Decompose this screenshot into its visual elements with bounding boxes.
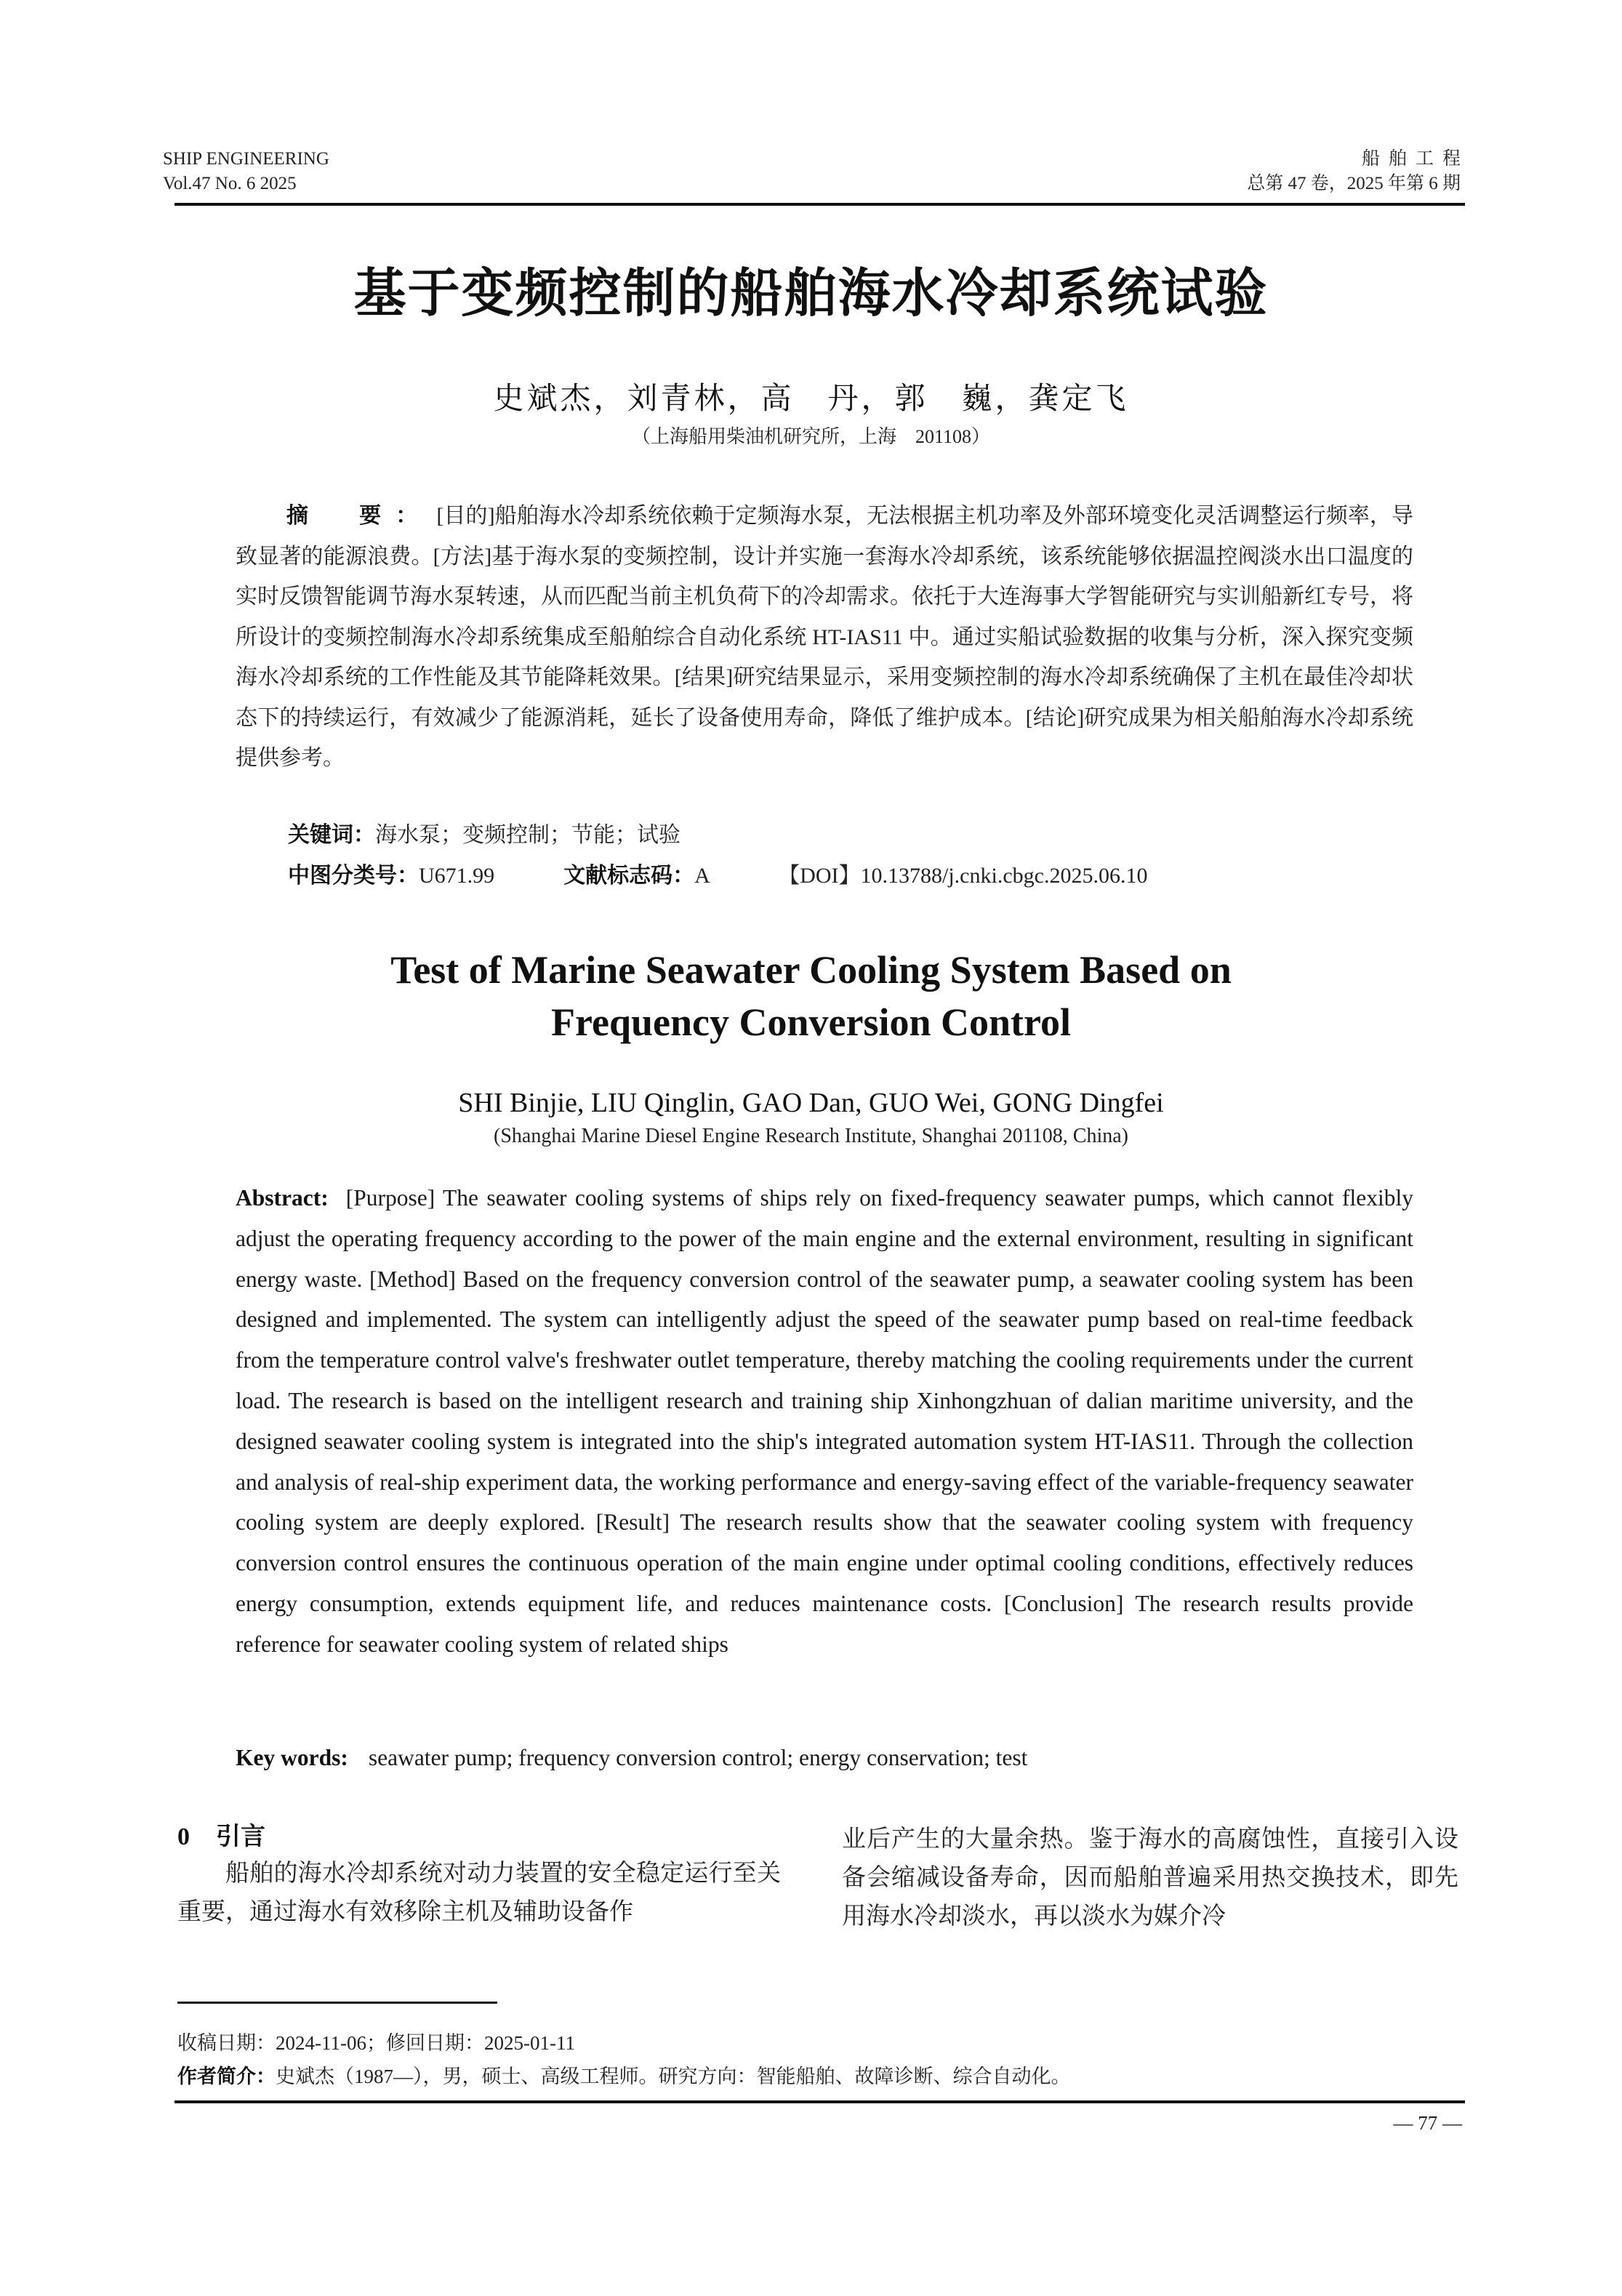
abstract-en xyxy=(236,1178,1413,1665)
footnote-author-text: 史斌杰（1987—），男，硕士、高级工程师。研究方向：智能船舶、故障诊断、综合自动化。 xyxy=(276,2066,1071,2087)
clc-label: 中图分类号： xyxy=(288,863,419,888)
keywords-en-text: seawater pump; frequency conversion control; energy conservation; test xyxy=(368,1745,1028,1770)
body-column-right xyxy=(842,1821,1458,1936)
section-title: 引言 xyxy=(216,1822,265,1851)
abstract-cn xyxy=(236,496,1413,779)
header-rule xyxy=(174,203,1465,206)
section-heading xyxy=(177,1821,781,1853)
page-number: — 77 — xyxy=(1393,2112,1462,2134)
section-number: 0 xyxy=(177,1823,190,1850)
affiliation-cn: （上海船用柴油机研究所，上海 201108） xyxy=(631,426,991,447)
journal-name-en: SHIP ENGINEERING xyxy=(163,149,329,169)
doc-code-value: A xyxy=(694,864,710,888)
authors-en: SHI Binjie, LIU Qinglin, GAO Dan, GUO Wei, GONG Dingfei xyxy=(458,1088,1164,1118)
running-header-left xyxy=(163,147,329,196)
running-header-right xyxy=(1247,147,1469,196)
abstract-en-label: Abstract: xyxy=(236,1185,329,1211)
classification-line xyxy=(288,859,1147,894)
footnote-author xyxy=(177,2062,1071,2092)
authors-cn: 史斌杰，刘青林，高 丹，郭 巍，龚定飞 xyxy=(493,380,1129,416)
clc-value: U671.99 xyxy=(419,864,495,888)
volume-issue-en: Vol.47 No. 6 2025 xyxy=(163,174,297,193)
footnote-dates-text: 收稿日期：2024-11-06；修回日期：2025-01-11 xyxy=(177,2032,575,2054)
abstract-cn-label: 摘 要： xyxy=(286,503,433,529)
body-paragraph-right: 业后产生的大量余热。鉴于海水的高腐蚀性，直接引入设备会缩减设备寿命，因而船舶普遍采用热交换技术，即先用海水冷却淡水，再以淡水为媒介冷 xyxy=(842,1826,1458,1930)
footnote-dates xyxy=(177,2028,575,2058)
doi-value[interactable]: 10.13788/j.cnki.cbgc.2025.06.10 xyxy=(860,864,1148,888)
abstract-en-text: [Purpose] The seawater cooling systems of ships rely on fixed-frequency seawater pumps, which cannot flexibly adjust the operating frequency according to the power of the main engine and the external environment, resulting in significant energy waste. [Method] Based on the frequency conversion control of the seawater pump, a seawater cooling system has been designed and implemented. The system can intelligently adjust the speed of the seawater pump based on real-time feedback from the temperature control valve's freshwater outlet temperature, thereby matching the cooling requirements under the current load. The research is based on the intelligent research and training ship Xinhongzhuan of dalian maritime university, and the designed seawater cooling system is integrated into the ship's integrated automation system HT-IAS11. Through the collection and analysis of real-ship experiment data, the working performance and energy-saving effect of the variable-frequency seawater cooling system are deeply explored. [Result] The research results show that the seawater cooling system with frequency conversion control ensures the continuous operation of the main engine under optimal cooling conditions, effectively reduces energy consumption, extends equipment life, and reduces maintenance costs. [Conclusion] The research results provide reference for seawater cooling system of related ships xyxy=(236,1185,1413,1657)
footer-rule xyxy=(174,2100,1465,2103)
paper-title-en-line1: Test of Marine Seawater Cooling System Based on xyxy=(390,948,1232,992)
abstract-cn-text: [目的]船舶海水冷却系统依赖于定频海水泵，无法根据主机功率及外部环境变化灵活调整运行频率，导致显著的能源浪费。[方法]基于海水泵的变频控制，设计并实施一套海水冷却系统，该系统能够依据温控阀淡水出口温度的实时反馈智能调节海水泵转速，从而匹配当前主机负荷下的冷却需求。依托于大连海事大学智能研究与实训船新红专号，将所设计的变频控制海水冷却系统集成至船舶综合自动化系统 HT-IAS11 中。通过实船试验数据的收集与分析，深入探究变频海水冷却系统的工作性能及其节能降耗效果。[结果]研究结果显示，采用变频控制的海水冷却系统确保了主机在最佳冷却状态下的持续运行，有效减少了能源消耗，延长了设备使用寿命，降低了维护成本。[结论]研究成果为相关船舶海水冷却系统提供参考。 xyxy=(236,504,1413,770)
paper-title-cn: 基于变频控制的船舶海水冷却系统试验 xyxy=(353,262,1269,324)
doi-label: 【DOI】 xyxy=(778,864,861,888)
keywords-cn-text: 海水泵；变频控制；节能；试验 xyxy=(375,823,680,847)
doc-code-label: 文献标志码： xyxy=(563,863,695,888)
volume-issue-cn: 总第 47 卷，2025 年第 6 期 xyxy=(1247,174,1461,193)
keywords-en xyxy=(236,1741,1027,1775)
footnote-author-label: 作者简介： xyxy=(177,2066,276,2088)
body-column-left xyxy=(177,1821,781,1932)
keywords-cn xyxy=(288,818,680,853)
affiliation-en: (Shanghai Marine Diesel Engine Research Institute, Shanghai 201108, China) xyxy=(494,1125,1128,1147)
body-paragraph-left: 船舶的海水冷却系统对动力装置的安全稳定运行至关重要，通过海水有效移除主机及辅助设备作 xyxy=(177,1861,781,1925)
keywords-cn-label: 关键词： xyxy=(288,822,375,848)
footnote-rule xyxy=(177,2002,497,2004)
paper-title-en-line2: Frequency Conversion Control xyxy=(551,1000,1071,1044)
paper-title-en xyxy=(0,944,1622,1048)
journal-name-cn: 船舶工程 xyxy=(1361,149,1469,169)
keywords-en-label: Key words: xyxy=(236,1745,348,1770)
